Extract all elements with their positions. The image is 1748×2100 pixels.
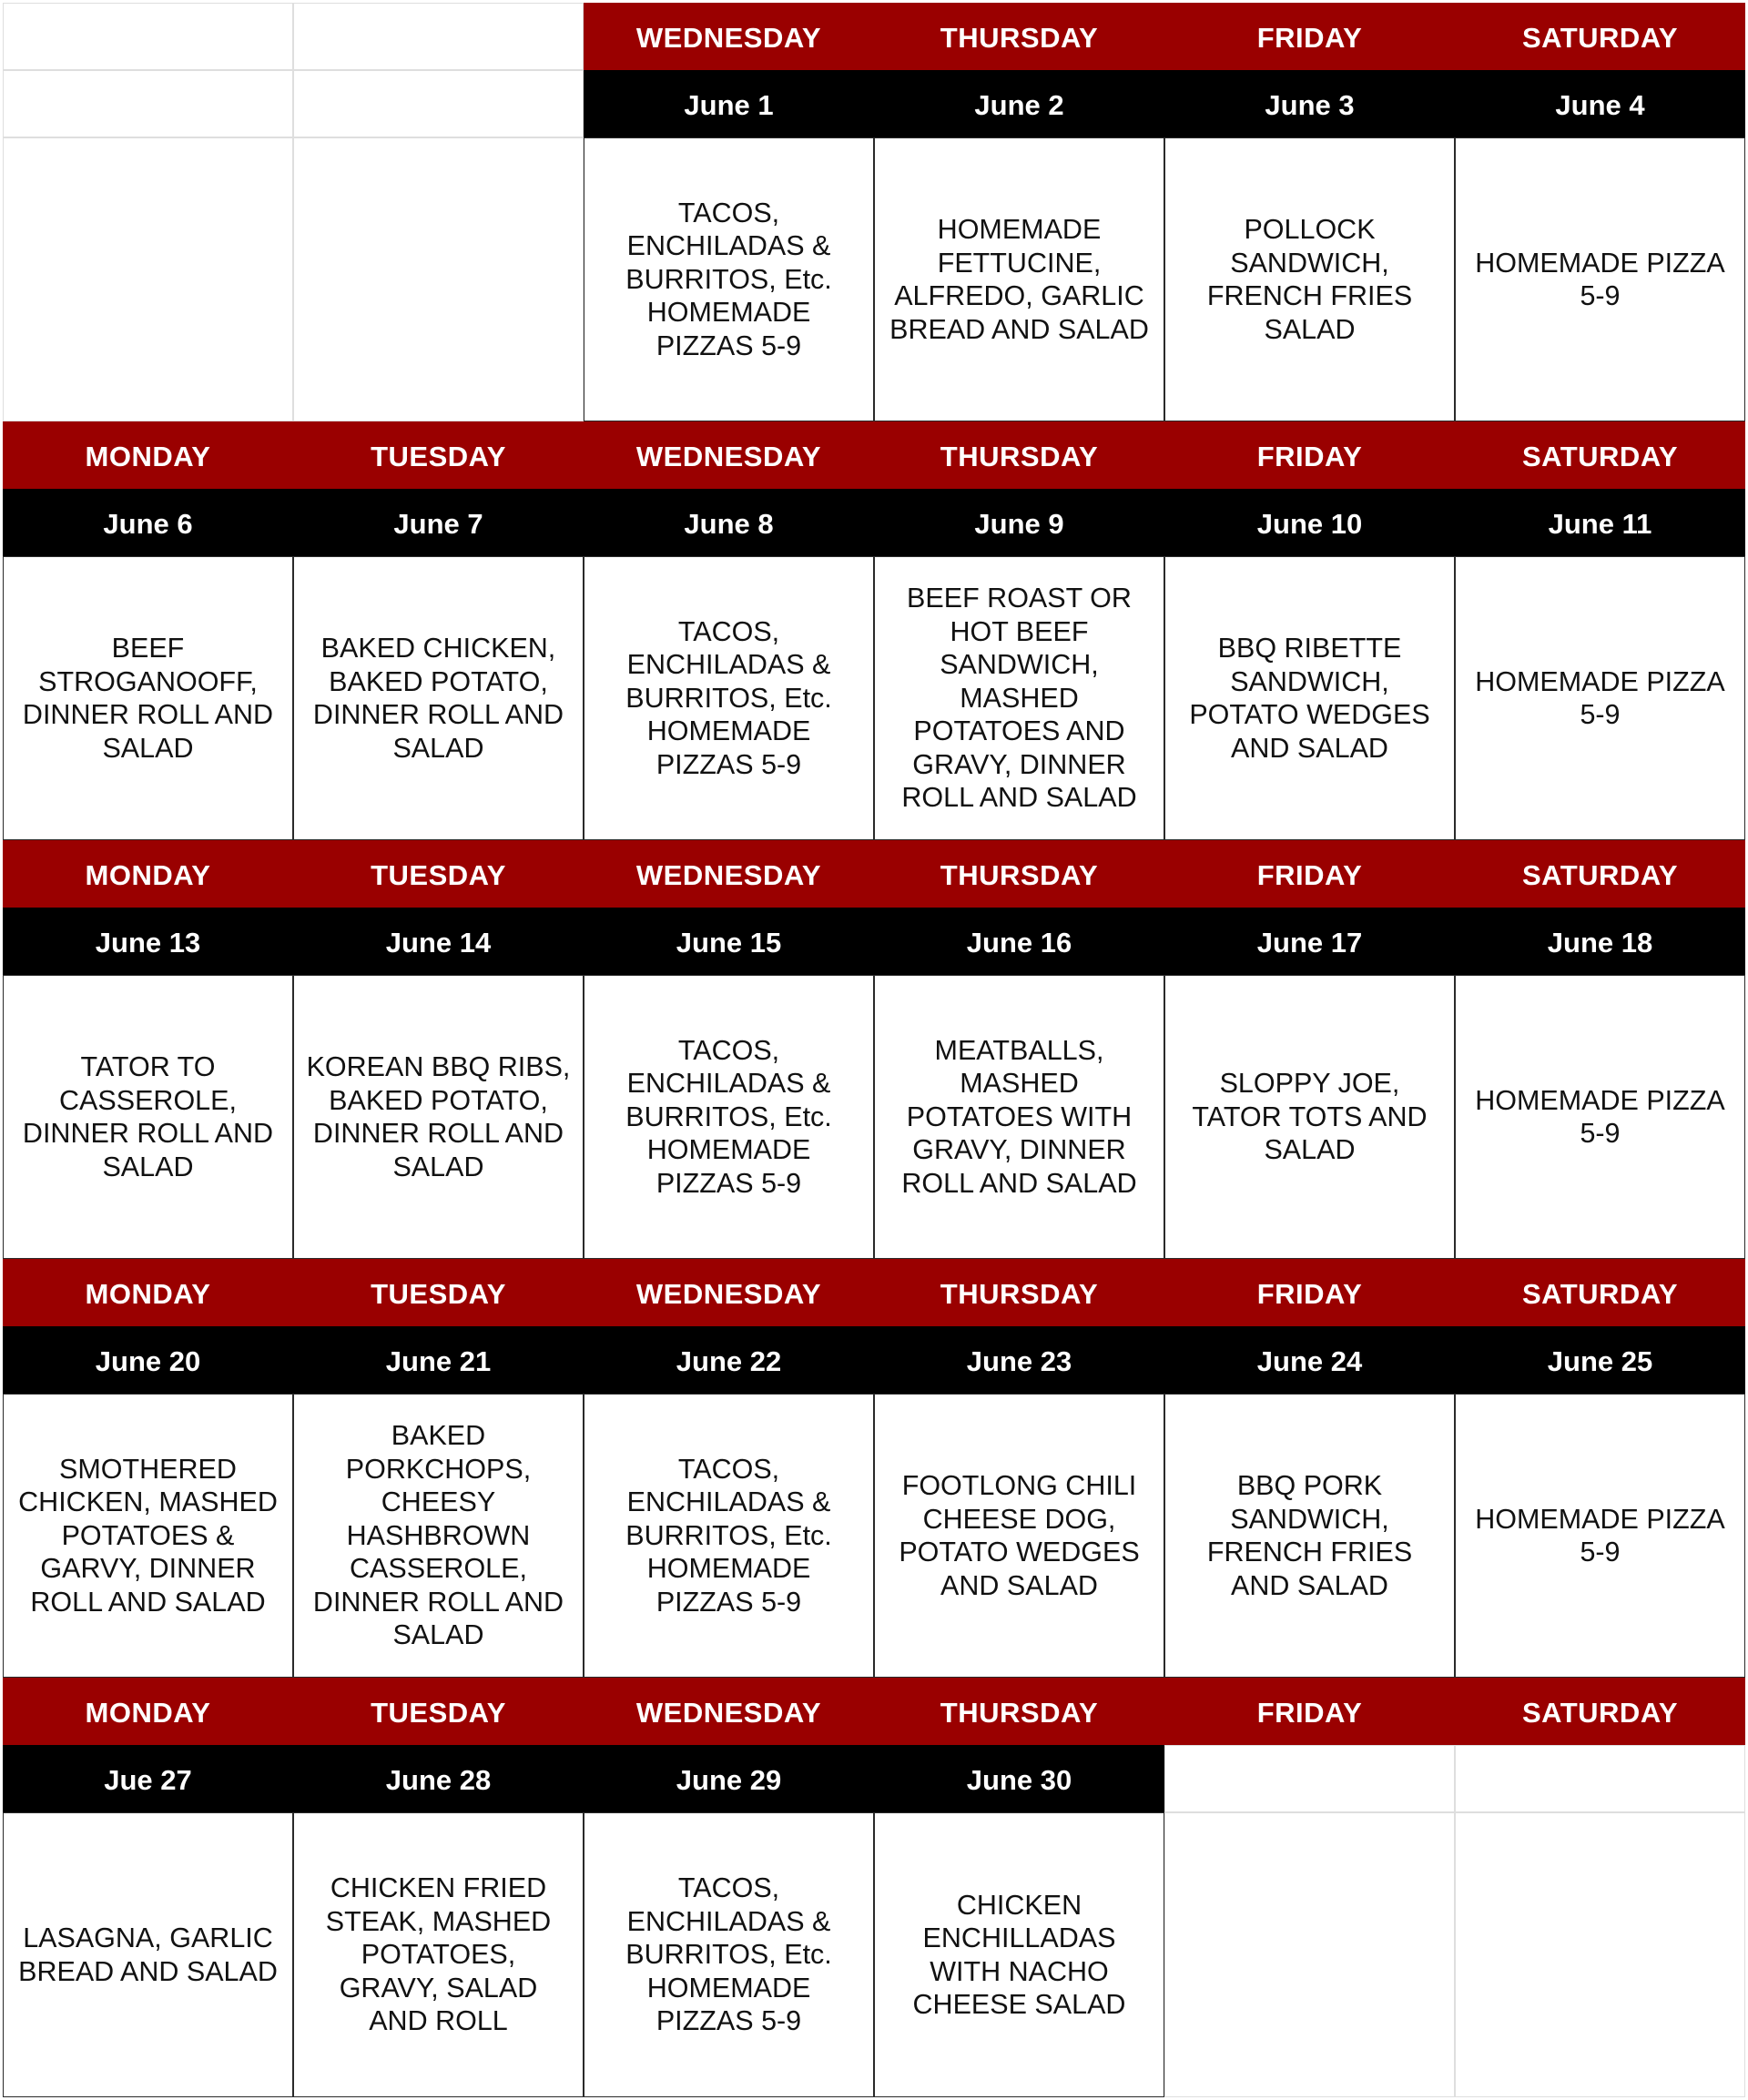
empty-cell	[1455, 1812, 1745, 2097]
day-header-thursday-week-5: THURSDAY	[874, 1678, 1164, 1745]
day-header-monday-week-3: MONDAY	[3, 840, 293, 908]
meal-text: KOREAN BBQ RIBS, BAKED POTATO, DINNER ROLL AND SALAD	[306, 1051, 571, 1182]
meal-text: CHICKEN FRIED STEAK, MASHED POTATOES, GRAVY, SALAD AND ROLL	[325, 1872, 552, 2037]
meal-text: TACOS, ENCHILADAS & BURRITOS, Etc. HOMEMADE PIZZAS 5-9	[625, 1453, 832, 1618]
date-header-tuesday-week-3: June 14	[293, 908, 584, 975]
day-header-friday-week-1: FRIDAY	[1164, 3, 1455, 70]
date-header-monday-week-2: June 6	[3, 489, 293, 556]
meal-cell-friday-week-3	[1164, 975, 1455, 1259]
date-header-saturday-week-1: June 4	[1455, 70, 1745, 137]
date-header-thursday-week-1: June 2	[874, 70, 1164, 137]
meal-cell-wednesday-week-3	[584, 975, 874, 1259]
date-header-tuesday-week-4: June 21	[293, 1326, 584, 1394]
meal-text: TACOS, ENCHILADAS & BURRITOS, Etc. HOMEMADE PIZZAS 5-9	[625, 1872, 832, 2037]
meal-text: BBQ PORK SANDWICH, FRENCH FRIES AND SALAD	[1206, 1470, 1413, 1601]
meal-text: SLOPPY JOE, TATOR TOTS AND SALAD	[1192, 1068, 1428, 1166]
day-header-thursday-week-3: THURSDAY	[874, 840, 1164, 908]
day-header-saturday-week-1: SATURDAY	[1455, 3, 1745, 70]
empty-cell	[293, 3, 584, 70]
date-header-friday-week-4: June 24	[1164, 1326, 1455, 1394]
day-header-friday-week-4: FRIDAY	[1164, 1259, 1455, 1326]
day-header-thursday-week-1: THURSDAY	[874, 3, 1164, 70]
empty-cell	[1164, 1812, 1455, 2097]
meal-cell-thursday-week-3	[874, 975, 1164, 1259]
meal-text: MEATBALLS, MASHED POTATOES WITH GRAVY, DINNER ROLL AND SALAD	[901, 1034, 1137, 1199]
date-header-thursday-week-4: June 23	[874, 1326, 1164, 1394]
empty-cell	[293, 137, 584, 421]
day-header-tuesday-week-2: TUESDAY	[293, 421, 584, 489]
day-header-wednesday-week-4: WEDNESDAY	[584, 1259, 874, 1326]
meal-cell-friday-week-2	[1164, 556, 1455, 840]
meal-text: TACOS, ENCHILADAS & BURRITOS, Etc. HOMEMADE PIZZAS 5-9	[625, 615, 832, 780]
date-header-monday-week-3: June 13	[3, 908, 293, 975]
meal-text: POLLOCK SANDWICH, FRENCH FRIES SALAD	[1206, 214, 1413, 345]
meal-text: HOMEMADE PIZZA 5-9	[1475, 247, 1725, 311]
date-header-tuesday-week-5: June 28	[293, 1745, 584, 1812]
date-header-saturday-week-4: June 25	[1455, 1326, 1745, 1394]
meal-cell-tuesday-week-4	[293, 1394, 584, 1678]
date-header-wednesday-week-5: June 29	[584, 1745, 874, 1812]
date-header-wednesday-week-1: June 1	[584, 70, 874, 137]
day-header-wednesday-week-1: WEDNESDAY	[584, 3, 874, 70]
day-header-monday-week-2: MONDAY	[3, 421, 293, 489]
date-header-monday-week-5: Jue 27	[3, 1745, 293, 1812]
date-header-friday-week-3: June 17	[1164, 908, 1455, 975]
day-header-friday-week-5: FRIDAY	[1164, 1678, 1455, 1745]
meal-cell-thursday-week-5	[874, 1812, 1164, 2097]
meal-text: BAKED CHICKEN, BAKED POTATO, DINNER ROLL AND SALAD	[312, 633, 564, 764]
meal-cell-thursday-week-4	[874, 1394, 1164, 1678]
empty-cell	[1455, 1745, 1745, 1812]
date-header-friday-week-2: June 10	[1164, 489, 1455, 556]
meal-cell-monday-week-4	[3, 1394, 293, 1678]
meal-cell-monday-week-3	[3, 975, 293, 1259]
day-header-friday-week-2: FRIDAY	[1164, 421, 1455, 489]
day-header-wednesday-week-3: WEDNESDAY	[584, 840, 874, 908]
meal-text: BAKED PORKCHOPS, CHEESY HASHBROWN CASSEROLE, DINNER ROLL AND SALAD	[312, 1420, 564, 1651]
meal-text: BEEF STROGANOOFF, DINNER ROLL AND SALAD	[22, 633, 274, 764]
day-header-tuesday-week-4: TUESDAY	[293, 1259, 584, 1326]
day-header-saturday-week-2: SATURDAY	[1455, 421, 1745, 489]
meal-text: HOMEMADE PIZZA 5-9	[1475, 1084, 1725, 1149]
date-header-wednesday-week-2: June 8	[584, 489, 874, 556]
date-header-wednesday-week-4: June 22	[584, 1326, 874, 1394]
day-header-saturday-week-3: SATURDAY	[1455, 840, 1745, 908]
meal-cell-thursday-week-2	[874, 556, 1164, 840]
day-header-friday-week-3: FRIDAY	[1164, 840, 1455, 908]
meal-cell-saturday-week-1	[1455, 137, 1745, 421]
meal-cell-saturday-week-2	[1455, 556, 1745, 840]
day-header-thursday-week-2: THURSDAY	[874, 421, 1164, 489]
meal-text: HOMEMADE FETTUCINE, ALFREDO, GARLIC BREAD AND SALAD	[889, 214, 1149, 345]
empty-cell	[293, 70, 584, 137]
meal-cell-tuesday-week-3	[293, 975, 584, 1259]
meal-cell-thursday-week-1	[874, 137, 1164, 421]
date-header-tuesday-week-2: June 7	[293, 489, 584, 556]
meal-cell-monday-week-2	[3, 556, 293, 840]
date-header-saturday-week-2: June 11	[1455, 489, 1745, 556]
meal-text: BEEF ROAST OR HOT BEEF SANDWICH, MASHED POTATOES AND GRAVY, DINNER ROLL AND SALAD	[901, 583, 1137, 814]
meal-cell-wednesday-week-4	[584, 1394, 874, 1678]
day-header-monday-week-4: MONDAY	[3, 1259, 293, 1326]
meal-cell-friday-week-1	[1164, 137, 1455, 421]
day-header-tuesday-week-5: TUESDAY	[293, 1678, 584, 1745]
date-header-monday-week-4: June 20	[3, 1326, 293, 1394]
meal-cell-saturday-week-3	[1455, 975, 1745, 1259]
day-header-saturday-week-4: SATURDAY	[1455, 1259, 1745, 1326]
meal-cell-monday-week-5	[3, 1812, 293, 2097]
empty-cell	[3, 137, 293, 421]
empty-cell	[1164, 1745, 1455, 1812]
meal-cell-wednesday-week-1	[584, 137, 874, 421]
meal-cell-saturday-week-4	[1455, 1394, 1745, 1678]
empty-cell	[3, 70, 293, 137]
day-header-tuesday-week-3: TUESDAY	[293, 840, 584, 908]
date-header-saturday-week-3: June 18	[1455, 908, 1745, 975]
meal-text: HOMEMADE PIZZA 5-9	[1475, 665, 1725, 730]
empty-cell	[3, 3, 293, 70]
meal-text: HOMEMADE PIZZA 5-9	[1475, 1503, 1725, 1567]
meal-text: TATOR TO CASSEROLE, DINNER ROLL AND SALAD	[22, 1051, 274, 1182]
meal-text: TACOS, ENCHILADAS & BURRITOS, Etc. HOMEMADE PIZZAS 5-9	[625, 1034, 832, 1199]
day-header-wednesday-week-2: WEDNESDAY	[584, 421, 874, 489]
date-header-thursday-week-5: June 30	[874, 1745, 1164, 1812]
day-header-monday-week-5: MONDAY	[3, 1678, 293, 1745]
date-header-thursday-week-2: June 9	[874, 489, 1164, 556]
date-header-thursday-week-3: June 16	[874, 908, 1164, 975]
meal-text: BBQ RIBETTE SANDWICH, POTATO WEDGES AND SALAD	[1189, 633, 1430, 764]
meal-cell-wednesday-week-5	[584, 1812, 874, 2097]
meal-text: TACOS, ENCHILADAS & BURRITOS, Etc. HOMEMADE PIZZAS 5-9	[625, 197, 832, 361]
meal-cell-friday-week-4	[1164, 1394, 1455, 1678]
date-header-wednesday-week-3: June 15	[584, 908, 874, 975]
meal-text: LASAGNA, GARLIC BREAD AND SALAD	[18, 1922, 278, 1987]
day-header-saturday-week-5: SATURDAY	[1455, 1678, 1745, 1745]
meal-cell-tuesday-week-2	[293, 556, 584, 840]
meal-text: SMOTHERED CHICKEN, MASHED POTATOES & GARVY, DINNER ROLL AND SALAD	[18, 1453, 278, 1618]
date-header-friday-week-1: June 3	[1164, 70, 1455, 137]
day-header-wednesday-week-5: WEDNESDAY	[584, 1678, 874, 1745]
meal-cell-tuesday-week-5	[293, 1812, 584, 2097]
day-header-thursday-week-4: THURSDAY	[874, 1259, 1164, 1326]
meal-text: CHICKEN ENCHILLADAS WITH NACHO CHEESE SALAD	[912, 1889, 1126, 2020]
meal-cell-wednesday-week-2	[584, 556, 874, 840]
meal-text: FOOTLONG CHILI CHEESE DOG, POTATO WEDGES AND SALAD	[899, 1470, 1140, 1601]
